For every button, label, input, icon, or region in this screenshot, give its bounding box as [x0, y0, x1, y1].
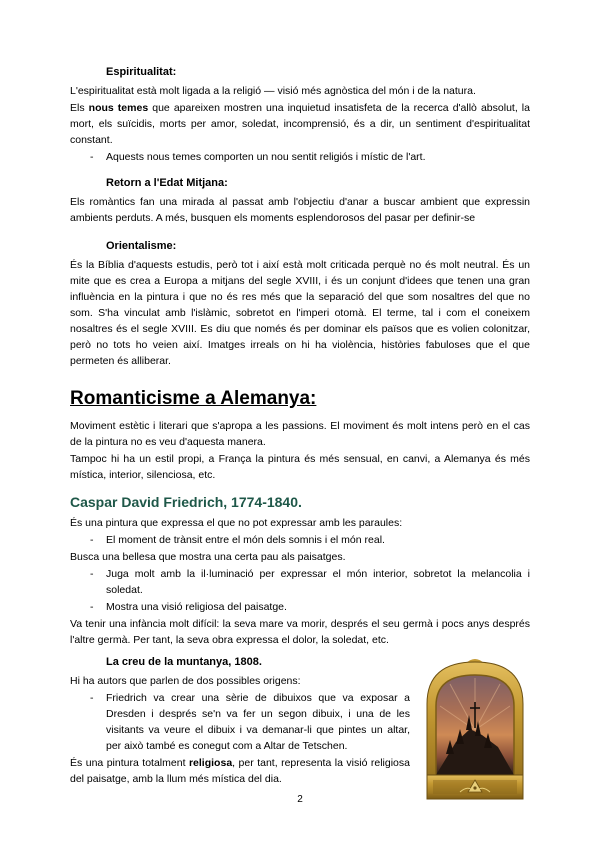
section-espiritualitat	[70, 64, 530, 165]
bullet-item	[70, 532, 530, 548]
section-la-creu	[70, 654, 530, 787]
paragraph-alemanya-1: Moviment estètic i literari que s'apropa a les passions. El moviment és molt intens però en el cas de la pintura no es veu d'aquesta manera.	[70, 420, 530, 448]
bullet-text: El moment de trànsit entre el món dels somnis i el món real.	[106, 534, 385, 546]
heading-friedrich: Caspar David Friedrich, 1774-1840.	[70, 494, 302, 510]
tetschen-altar-image	[420, 654, 530, 804]
paragraph-edat-mitjana: Els romàntics fan una mirada al passat amb l'objectiu d'anar a buscar ambient que expressin ambients perduts. A més, busquen els moments esplendorosos del pasar per definir-se	[70, 196, 530, 224]
paragraph-alemanya-2: Tampoc hi ha un estil propi, a França la pintura és més sensual, en canvi, a Alemanya és més mística, interior, silenciosa, etc.	[70, 453, 530, 481]
page-title: Romanticisme a Alemanya:	[70, 388, 317, 409]
heading-orientalisme: Orientalisme:	[106, 240, 177, 252]
paragraph-text: És una pintura totalment	[70, 757, 189, 769]
document-page	[70, 64, 530, 805]
bullet-dash: -	[90, 568, 94, 580]
bullet-dash: -	[90, 534, 94, 546]
bullet-item	[70, 566, 530, 598]
cross-in-the-mountains-painting	[420, 654, 530, 804]
section-orientalisme	[70, 238, 530, 369]
bullet-dash: -	[90, 692, 94, 704]
paragraph-text: Els	[70, 102, 89, 114]
paragraph-espiritualitat-2	[70, 100, 530, 148]
bullet-text: Juga molt amb la il·luminació per expressar el món interior, sobretot la melancolia i soledat.	[106, 568, 530, 596]
bullet-dash: -	[90, 601, 94, 613]
paragraph-espiritualitat-1: L'espiritualitat està molt ligada a la religió — visió més agnòstica del món i de la natura.	[70, 85, 476, 97]
paragraph-friedrich-2: Busca una bellesa que mostra una certa pau als paisatges.	[70, 551, 346, 563]
paragraph-text: que apareixen mostren una inquietud insatisfeta de la recerca d'allò absolut, la mort, els suïcidis, morts per amor, soledat, incomprensió, és a dir, un sentiment d'espiritualitat constant.	[70, 102, 530, 146]
bullet-text: Friedrich va crear una sèrie de dibuixos que va exposar a Dresden i després se'n va fer un segon dibuix, i una de les visitants va veure el dibuix i va demanar-li que pintes un altar, per això també es conegut com a Altar de Tetschen.	[106, 692, 410, 752]
section-edat-mitjana	[70, 175, 530, 226]
bold-text-nous-temes: nous temes	[88, 102, 149, 114]
heading-espiritualitat: Espiritualitat:	[106, 66, 177, 78]
paragraph-la-creu-1: Hi ha autors que parlen de dos possibles origens:	[70, 675, 301, 687]
paragraph-friedrich-1: És una pintura que expressa el que no pot expressar amb les paraules:	[70, 517, 403, 529]
paragraph-text: , per tant, representa la visió religiosa del paisatge, amb la llum més mística del dia.	[70, 757, 410, 785]
paragraph-orientalisme: És la Bíblia d'aquests estudis, però tot i així està molt criticada perquè no és molt neutral. És un mite que es crea a Europa a mitjans del segle XVIII, i és un conjunt d'idees que tenen una gran influència en la pintura i que no és res més que la separació del que som nosaltres del que no som. S'ha vinculat amb l'islàmic, sobretot en l'imperi otomà. El terme, tal i com el coneixem nosaltres és el segle XVIII. Es diu que només és per dominar els països que es volien colonitzar, però no tots ho veien així. Imatges irreals on hi ha violència, històries fabuloses que el que permeten és alliberar.	[70, 259, 530, 367]
paragraph-friedrich-3: Va tenir una infància molt difícil: la seva mare va morir, després el seu germà i pocs anys després l'altre germà. Per tant, la seva obra expressa el dolor, la soledat, etc.	[70, 618, 530, 646]
bullet-text: Mostra una visió religiosa del paisatge.	[106, 601, 287, 613]
heading-la-creu: La creu de la muntanya, 1808.	[106, 656, 262, 668]
bullet-item	[70, 149, 530, 165]
section-romanticisme-alemanya	[70, 387, 530, 483]
section-friedrich	[70, 493, 530, 648]
bullet-text: Aquests nous temes comporten un nou sentit religiós i místic de l'art.	[106, 151, 426, 163]
bold-text-religiosa: religiosa	[188, 757, 233, 769]
heading-edat-mitjana: Retorn a l'Edat Mitjana:	[106, 177, 228, 189]
bullet-dash: -	[90, 151, 94, 163]
page-number: 2	[297, 794, 303, 805]
bullet-item	[70, 599, 530, 615]
